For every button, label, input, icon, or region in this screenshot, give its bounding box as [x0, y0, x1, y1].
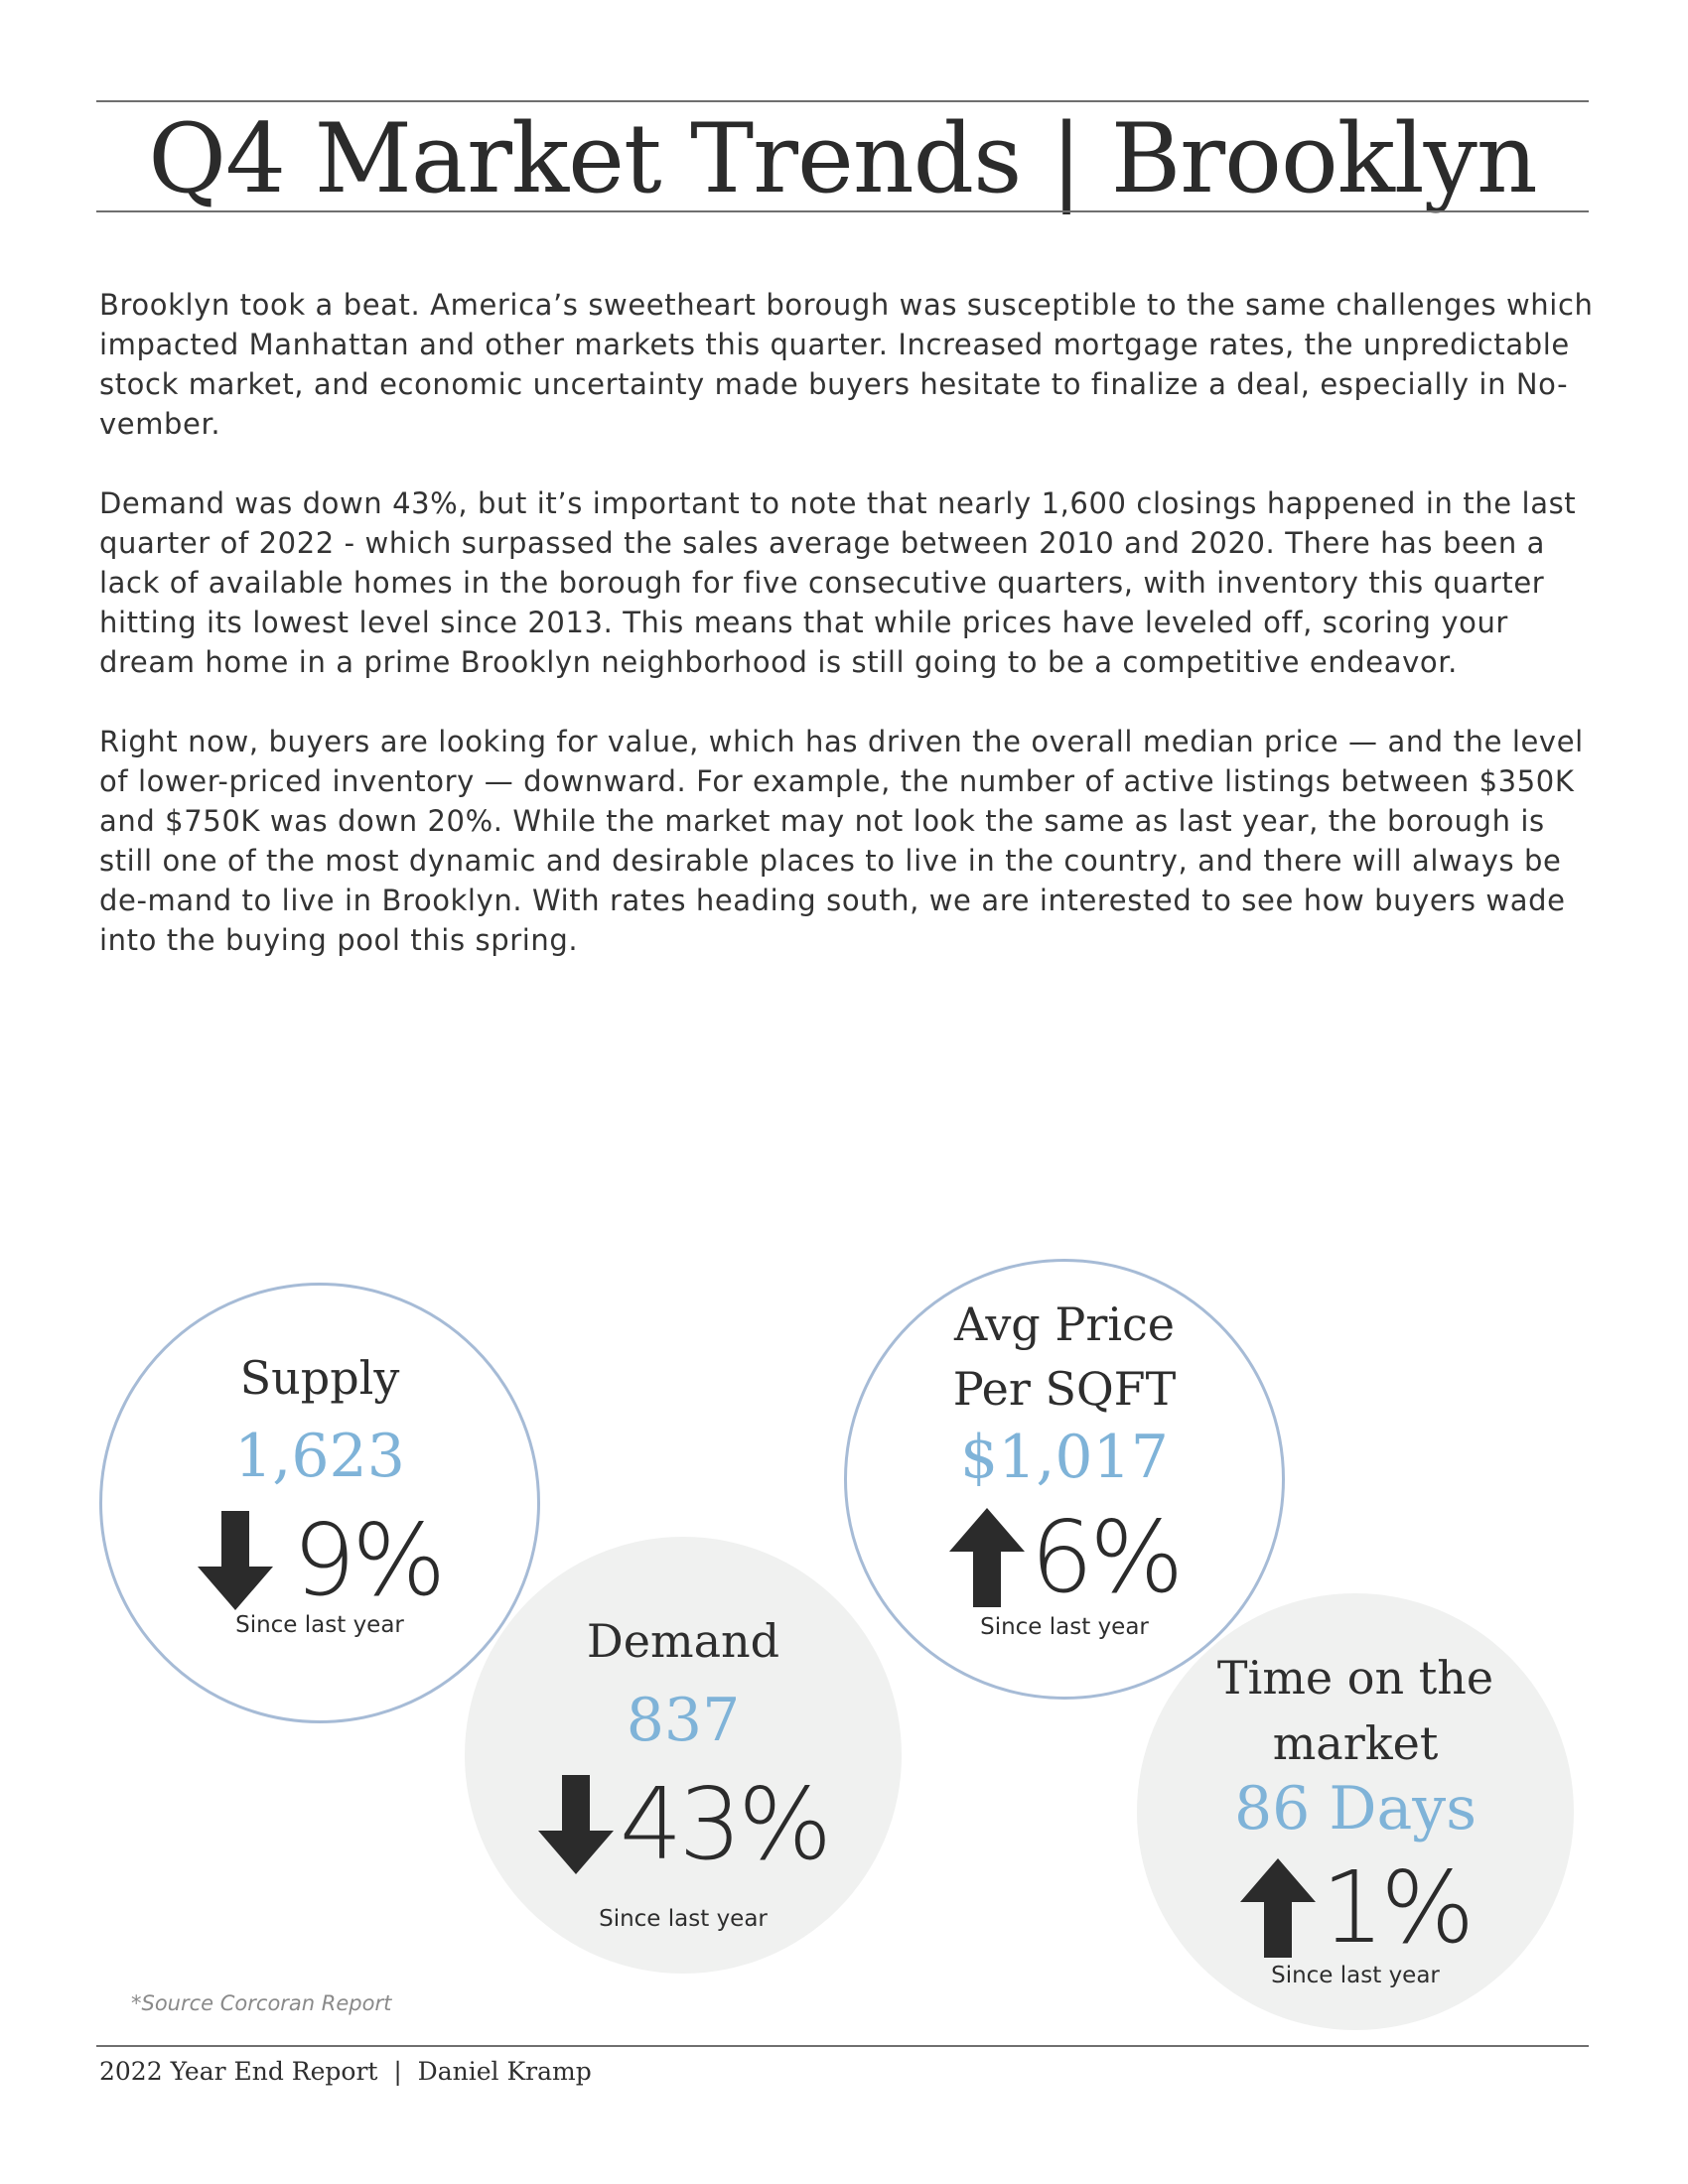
top-rule [96, 100, 1589, 102]
stat-circle-avg-price [844, 1259, 1285, 1700]
arrow-up-icon [1240, 1858, 1316, 1958]
page-title: Q4 Market Trends | Brooklyn [148, 103, 1537, 214]
stat-change-percent: 9% [292, 1502, 443, 1618]
stat-value: 1,623 [234, 1422, 405, 1491]
stat-circle-supply [99, 1283, 540, 1723]
footer-text: 2022 Year End Report | Daniel Kramp [99, 2057, 592, 2086]
paragraph-3: Right now, buyers are looking for value, which has driven the overall median price — and the level of lower-priced inventory — downward. For example, the number of active listings between $350K and $750K was down 20%. While the market may not look the same as last year, the borough is still one of the most dynamic and desirable places to live in the country, and there will always be de-mand to live in Brooklyn. With rates heading south, we are interested to see how buyers wade into the buying pool this spring. [99, 725, 1584, 957]
stat-change [465, 1766, 902, 1882]
stat-value: 837 [626, 1686, 741, 1755]
arrow-down-icon [538, 1775, 614, 1874]
paragraph-1: Brooklyn took a beat. America’s sweetheart borough was susceptible to the same challenges which impacted Manhattan and other markets this quarter. Increased mortgage rates, the unpredictable stock market, and economic uncertainty made buyers hesitate to finalize a deal, especially in No-vember. [99, 288, 1594, 441]
stat-since-label: Since last year [1271, 1963, 1440, 1988]
stat-change [1137, 1849, 1574, 1966]
paragraph-2: Demand was down 43%, but it’s important to note that nearly 1,600 closings happened in the last quarter of 2022 - which surpassed the sales average between 2010 and 2020. There has been a lack of available homes in the borough for five consecutive quarters, with inventory this quarter hitting its lowest level since 2013. This means that while prices have leveled off, scoring your dream home in a prime Brooklyn neighborhood is still going to be a competitive endeavor. [99, 486, 1577, 679]
stat-circle-time-on-market [1137, 1593, 1574, 2030]
stat-change-percent: 6% [1030, 1499, 1181, 1615]
stat-change [102, 1502, 537, 1618]
stat-since-label: Since last year [599, 1906, 768, 1932]
stat-since-label: Since last year [235, 1612, 404, 1638]
stat-change [847, 1499, 1282, 1615]
title-underline-rule [96, 210, 1589, 212]
source-note: *Source Corcoran Report [131, 1991, 392, 2015]
arrow-up-icon [949, 1508, 1025, 1607]
stat-value: 86 Days [1234, 1774, 1477, 1843]
stat-value: $1,017 [960, 1423, 1169, 1492]
stat-label-line-1: Time on the [1216, 1651, 1494, 1705]
stat-change-percent: 1% [1321, 1849, 1472, 1966]
stat-label-line-2: market [1272, 1716, 1439, 1770]
stat-label: Demand [586, 1614, 780, 1668]
stat-since-label: Since last year [980, 1614, 1149, 1640]
footer-rule [96, 2045, 1589, 2047]
stat-change-percent: 43% [619, 1766, 829, 1882]
stat-label-line-1: Avg Price [953, 1297, 1176, 1351]
arrow-down-icon [198, 1511, 273, 1610]
article-body [99, 285, 1594, 1000]
stat-label-line-2: Per SQFT [952, 1362, 1177, 1416]
stat-label: Supply [239, 1351, 400, 1405]
